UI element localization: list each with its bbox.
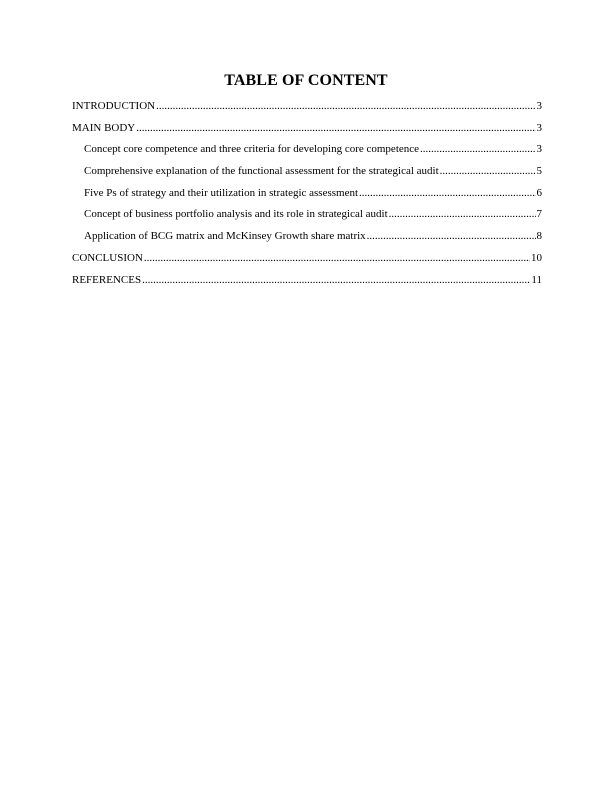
toc-entry-five-ps[interactable]: [72, 185, 542, 207]
toc-entry-page-number: 6: [536, 186, 542, 199]
toc-entry-page-number: 7: [536, 208, 542, 221]
toc-entry-page-number: 5: [536, 165, 542, 178]
toc-entry-label: CONCLUSION: [72, 251, 143, 264]
toc-entry-bcg-matrix[interactable]: [72, 228, 542, 250]
toc-entry-label: Application of BCG matrix and McKinsey Growth share matrix: [84, 230, 366, 243]
toc-entry-page-number: 8: [536, 230, 542, 243]
toc-entry-label: MAIN BODY: [72, 121, 136, 134]
toc-entry-page-number: 3: [536, 100, 542, 112]
toc-entry-conclusion[interactable]: [72, 250, 542, 272]
toc-entry-label: Five Ps of strategy and their utilization in strategic assessment: [84, 186, 359, 199]
toc-title: TABLE OF CONTENT: [224, 72, 388, 89]
toc-entry-label: Concept core competence and three criteria for developing core competence: [84, 143, 420, 156]
toc-entry-functional-assessment[interactable]: [72, 163, 542, 185]
toc-entry-label: Comprehensive explanation of the functional assessment for the strategical audit: [84, 165, 439, 178]
toc-entry-core-competence[interactable]: [72, 141, 542, 163]
toc-dot-leader: [440, 163, 536, 179]
toc-dot-leader: [420, 141, 535, 157]
toc-entry-page-number: 10: [531, 251, 542, 264]
toc-dot-leader: [367, 228, 536, 244]
toc-dot-leader: [156, 98, 535, 114]
toc-entry-introduction[interactable]: [72, 98, 542, 120]
toc-entry-label: INTRODUCTION: [72, 100, 156, 112]
toc-entry-page-number: 3: [536, 143, 542, 156]
toc-dot-leader: [144, 250, 530, 266]
toc-dot-leader: [136, 120, 535, 136]
toc-dot-leader: [359, 185, 535, 201]
toc-list: [72, 98, 542, 293]
toc-entry-references[interactable]: [72, 272, 542, 294]
toc-entry-label: Concept of business portfolio analysis and its role in strategical audit: [84, 208, 388, 221]
toc-entry-main-body[interactable]: [72, 120, 542, 142]
toc-entry-label: REFERENCES: [72, 273, 142, 286]
toc-entry-portfolio-analysis[interactable]: [72, 206, 542, 228]
toc-entry-page-number: 11: [531, 273, 542, 286]
toc-dot-leader: [142, 272, 530, 288]
toc-dot-leader: [389, 206, 536, 222]
toc-entry-page-number: 3: [536, 121, 542, 134]
